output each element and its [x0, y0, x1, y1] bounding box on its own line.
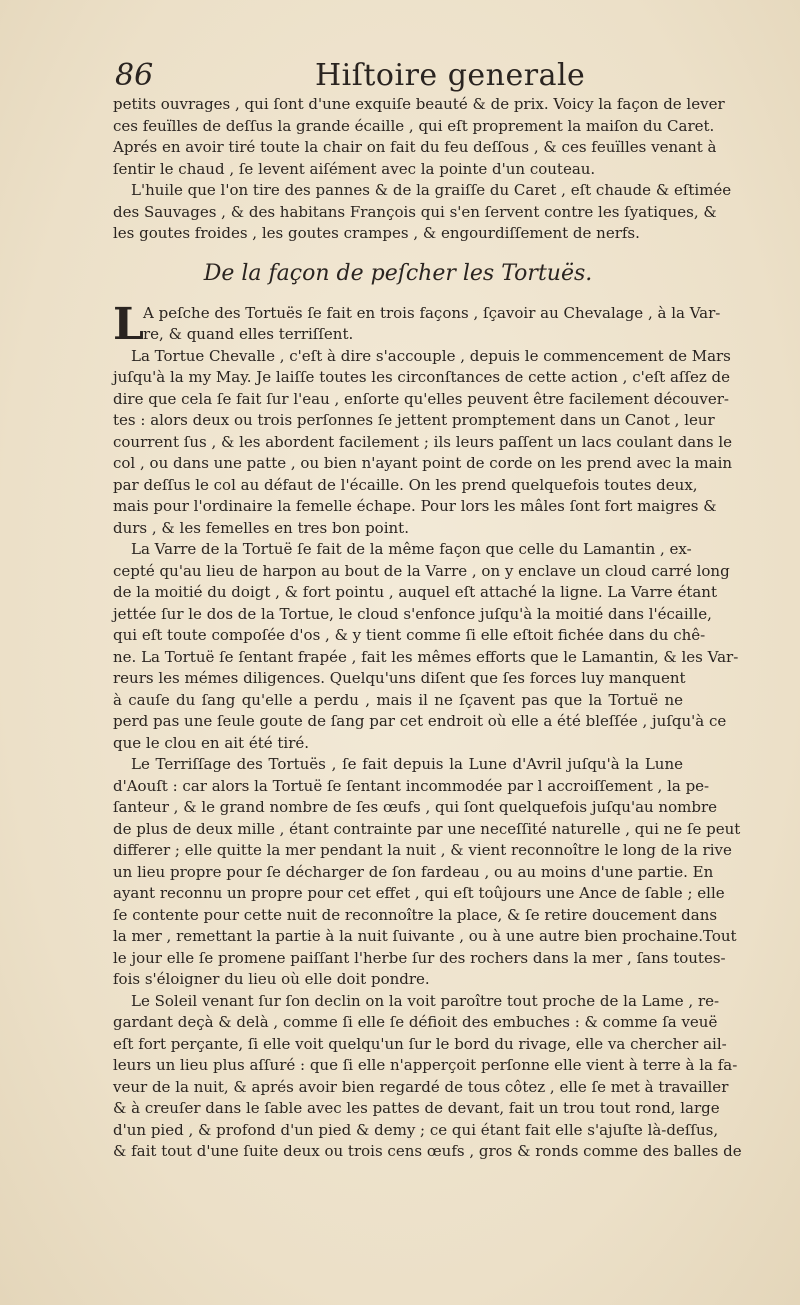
text-line: perd pas une ſeule goute de ſang par cet endroit où elle a été bleſſée , juſqu'à ce [113, 712, 727, 730]
text-line: juſqu'à la my May. Je laiſſe toutes les circonſtances de cette action , c'eſt aſſez de [113, 368, 731, 386]
text-line: L'huile que l'on tire des pannes & de la graiſſe du Caret , eſt chaude & eſtimée [131, 181, 732, 199]
paragraph-2 [113, 180, 732, 245]
text-line: ces feuïlles de deſſus la grande écaille , qui eſt proprement la maiſon du Caret. [113, 116, 715, 135]
text-line: & fait tout d'une ſuite deux ou trois cens œufs , gros & ronds comme des balles de [113, 1142, 742, 1160]
text-line: d'un pied , & profond d'un pied & demy ; ce qui étant fait elle s'ajuſte là-deſſus, [113, 1120, 719, 1139]
text-line: les goutes froides , les goutes crampes , & engourdiſſement de nerfs. [113, 224, 640, 242]
text-line: veur de la nuit, & aprés avoir bien regardé de tous côtez , elle ſe met à travailler [113, 1077, 729, 1096]
text-line: que le clou en ait été tiré. [113, 733, 310, 752]
paragraph-7 [113, 991, 742, 1163]
text-line: La Varre de la Tortuë ſe fait de la même façon que celle du Lamantin , ex- [131, 540, 692, 558]
running-title: Hiſtoire generale [315, 58, 586, 93]
paragraph-4 [113, 346, 733, 540]
text-line: Aprés en avoir tiré toute la chair on fait du feu deſſous , & ces feuïlles venant à [113, 138, 717, 156]
text-line: qui eſt toute compoſée d'os , & y tient comme ſi elle eſtoit fichée dans du chê- [113, 626, 706, 644]
text-line: gardant deçà & delà , comme ſi elle ſe défioit des embuches : & comme ſa veuë [113, 1013, 718, 1031]
text-line: des Sauvages , & des habitans François qui s'en ſervent contre les ſyatiques, & [113, 202, 717, 221]
text-line: de plus de deux mille , étant contrainte par une neceſſité naturelle , qui ne ſe peut [113, 819, 741, 838]
paragraph-1 [113, 94, 725, 180]
text-line: Le Terriſſage des Tortuës , ſe fait depuis la Lune d'Avril juſqu'à la Lune [131, 755, 683, 773]
paragraph-3 [113, 298, 721, 350]
text-line: ne. La Tortuë ſe ſentant frapée , fait les mêmes efforts que le Lamantin, & les Var- [113, 647, 739, 666]
text-line: tes : alors deux ou trois perſonnes ſe jettent promptement dans un Canot , leur [113, 411, 715, 429]
text-line: jettée ſur le dos de la Tortue, le cloud s'enfonce juſqu'à la moitié dans l'écaille, [113, 604, 712, 623]
text-line: & à creuſer dans le ſable avec les pattes de devant, fait un trou tout rond, large [113, 1099, 720, 1117]
text-line: à cauſe du ſang qu'elle a perdu , mais il ne ſçavent pas que la Tortuë ne [113, 690, 683, 709]
text-line: le jour elle ſe promene paiſſant l'herbe ſur des rochers dans la mer , ſans toutes- [113, 948, 726, 967]
text-line: fois s'éloigner du lieu où elle doit pondre. [113, 970, 430, 988]
text-line: leurs un lieu plus aſſuré : que ſi elle n'apperçoit perſonne elle vient à terre à la fa- [113, 1056, 738, 1074]
text-line: petits ouvrages , qui ſont d'une exquiſe beauté & de prix. Voicy la façon de lever [113, 95, 725, 113]
text-line: d'Aouſt : car alors la Tortuë ſe ſentant incommodée par l accroiſſement , la pe- [113, 776, 710, 795]
page-header [115, 58, 675, 98]
text-line: ſanteur , & le grand nombre de ſes œufs , qui ſont quelquefois juſqu'au nombre [113, 798, 717, 816]
text-line: un lieu propre pour ſe décharger de ſon fardeau , ou au moins d'une partie. En [113, 862, 714, 881]
text-line: par deſſus le col au défaut de l'écaille. On les prend quelquefois toutes deux, [113, 475, 698, 494]
text-line: differer ; elle quitte la mer pendant la nuit , & vient reconnoître le long de la rive [113, 841, 732, 859]
section-title: De la façon de peſcher les Tortuës. [203, 260, 593, 286]
drop-cap: L [113, 298, 144, 350]
text-line: dire que cela ſe fait ſur l'eau , enſorte qu'elles peuvent être facilement découver- [113, 389, 729, 408]
paragraph-6 [113, 754, 741, 991]
text-line: de la moitié du doigt , & fort pointu , auquel eſt attaché la ligne. La Varre étant [113, 583, 717, 601]
text-line: eſt fort perçante, ſi elle voit quelqu'un ſur le bord du rivage, elle va chercher ail- [113, 1034, 727, 1053]
text-line: re, & quand elles terriſſent. [143, 325, 354, 343]
text-line: ſe contente pour cette nuit de reconnoître la place, & ſe retire doucement dans [113, 905, 718, 924]
text-line: ſentir le chaud , ſe levent aiſément avec la pointe d'un couteau. [113, 159, 596, 178]
text-line: mais pour l'ordinaire la femelle échape. Pour lors les mâles ſont fort maigres & [113, 497, 717, 515]
text-line: col , ou dans une patte , ou bien n'ayant point de corde on les prend avec la main [113, 454, 733, 472]
paragraph-5 [113, 539, 739, 754]
text-line: courrent ſus , & les abordent facilement ; ils leurs paſſent un lacs coulant dans le [113, 432, 733, 451]
text-line: la mer , remettant la partie à la nuit ſuivante , ou à une autre bien prochaine.Tout [113, 927, 737, 945]
text-line: Le Soleil venant ſur ſon declin on la voit paroître tout proche de la Lame , re- [131, 991, 720, 1010]
page-number: 86 [115, 58, 154, 93]
text-line: cepté qu'au lieu de harpon au bout de la Varre , on y enclave un cloud carré long [113, 561, 730, 580]
text-line: reurs les mémes diligences. Quelqu'uns diſent que ſes forces luy manquent [113, 669, 686, 687]
body-text [113, 94, 742, 1163]
text-line: durs , & les femelles en tres bon point. [113, 518, 409, 537]
text-line: A peſche des Tortuës ſe fait en trois façons , ſçavoir au Chevalage , à la Var- [143, 303, 721, 322]
text-line: ayant reconnu un propre pour cet effet , qui eſt toûjours une Ance de ſable ; elle [113, 884, 725, 902]
text-line: La Tortue Chevalle , c'eſt à dire s'accouple , depuis le commencement de Mars [131, 346, 731, 365]
